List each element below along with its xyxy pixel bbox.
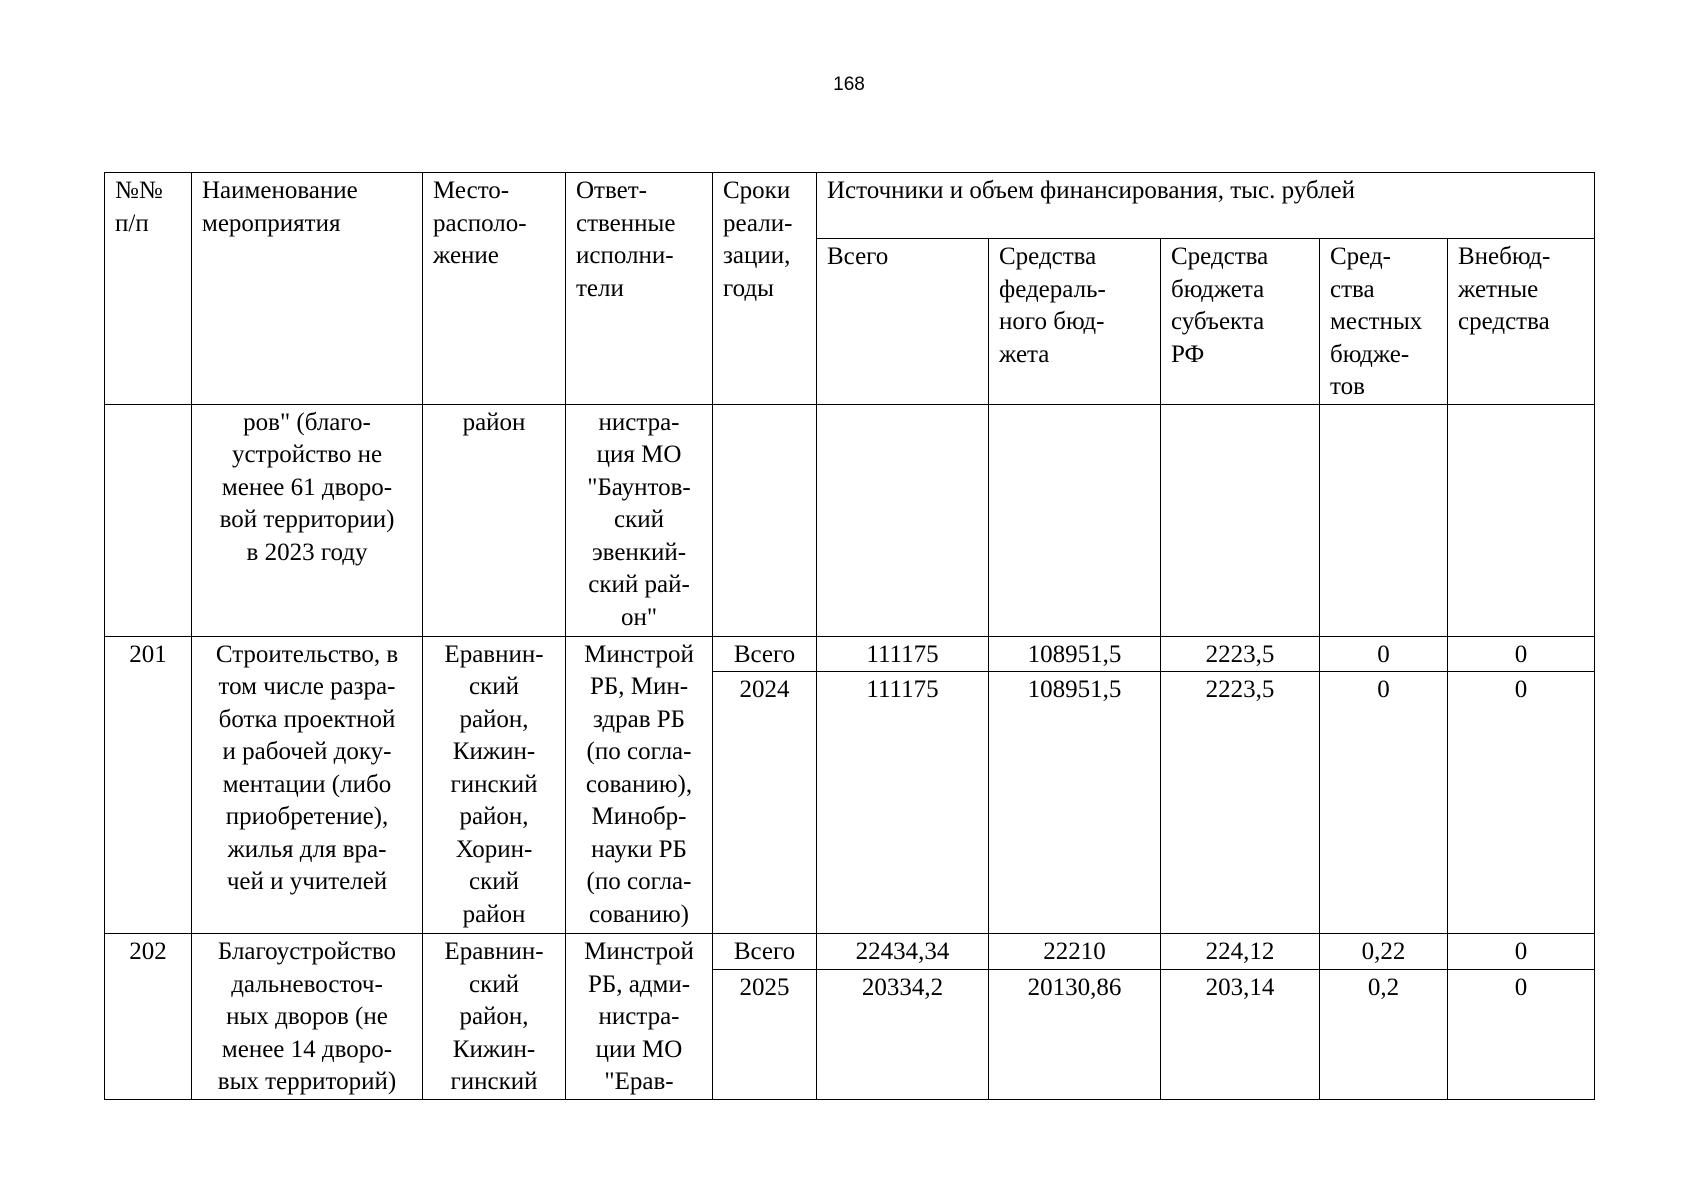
row-num: 202 bbox=[105, 934, 192, 1100]
cont-empty bbox=[1161, 404, 1320, 636]
header-executors: Ответ- ственные исполни- тели bbox=[566, 173, 713, 405]
row-location: Еравнин- ский район, Кижин- гинский район, Хорин- ский район bbox=[423, 636, 566, 934]
header-local: Сред- ства местных бюдже- тов bbox=[1320, 239, 1448, 405]
cont-empty bbox=[713, 404, 817, 636]
header-total: Всего bbox=[817, 239, 989, 405]
row-regional: 203,14 bbox=[1161, 969, 1320, 1099]
table-row bbox=[105, 636, 1595, 672]
header-num: №№ п/п bbox=[105, 173, 192, 405]
row-offbudget: 0 bbox=[1448, 969, 1595, 1099]
cont-name: ров" (благо- устройство не менее 61 дворо- вой территории) в 2023 году bbox=[192, 404, 423, 636]
cont-empty bbox=[817, 404, 989, 636]
row-federal: 20130,86 bbox=[989, 969, 1161, 1099]
cont-empty bbox=[1448, 404, 1595, 636]
row-location: Еравнин- ский район, Кижин- гинский bbox=[423, 934, 566, 1100]
table-row bbox=[105, 404, 1595, 636]
row-total: 111175 bbox=[817, 672, 989, 934]
page-number: 168 bbox=[833, 74, 865, 95]
header-sources: Источники и объем финансирования, тыс. рублей bbox=[817, 173, 1595, 239]
header-name: Наименование мероприятия bbox=[192, 173, 423, 405]
cont-num bbox=[105, 404, 192, 636]
row-term: Всего bbox=[713, 636, 817, 672]
row-term: 2024 bbox=[713, 672, 817, 934]
table-row bbox=[105, 934, 1595, 970]
row-federal: 22210 bbox=[989, 934, 1161, 970]
row-total: 22434,34 bbox=[817, 934, 989, 970]
header-offbudget: Внебюд- жетные средства bbox=[1448, 239, 1595, 405]
row-offbudget: 0 bbox=[1448, 934, 1595, 970]
row-federal: 108951,5 bbox=[989, 636, 1161, 672]
row-total: 111175 bbox=[817, 636, 989, 672]
header-terms: Сроки реали- зации, годы bbox=[713, 173, 817, 405]
header-federal: Средства федераль- ного бюд- жета bbox=[989, 239, 1161, 405]
row-local: 0,22 bbox=[1320, 934, 1448, 970]
row-executors: Минстрой РБ, Мин- здрав РБ (по согла- сованию), Минобр- науки РБ (по согла- сованию) bbox=[566, 636, 713, 934]
row-local: 0 bbox=[1320, 672, 1448, 934]
row-executors: Минстрой РБ, адми- нистра- ции МО "Ерав- bbox=[566, 934, 713, 1100]
cont-executors: нистра- ция МО "Баунтов- ский эвенкий- ский рай- он" bbox=[566, 404, 713, 636]
row-regional: 2223,5 bbox=[1161, 636, 1320, 672]
row-local: 0,2 bbox=[1320, 969, 1448, 1099]
row-num: 201 bbox=[105, 636, 192, 934]
header-location: Место- располо- жение bbox=[423, 173, 566, 405]
cont-empty bbox=[1320, 404, 1448, 636]
row-offbudget: 0 bbox=[1448, 672, 1595, 934]
row-name: Благоустройство дальневосточ- ных дворов (не менее 14 дворо- вых территорий) bbox=[192, 934, 423, 1100]
row-federal: 108951,5 bbox=[989, 672, 1161, 934]
row-regional: 224,12 bbox=[1161, 934, 1320, 970]
row-name: Строительство, в том числе разра- ботка проектной и рабочей доку- ментации (либо приобретение), жилья для вра- чей и учителей bbox=[192, 636, 423, 934]
row-term: 2025 bbox=[713, 969, 817, 1099]
row-regional: 2223,5 bbox=[1161, 672, 1320, 934]
row-offbudget: 0 bbox=[1448, 636, 1595, 672]
header-row bbox=[105, 173, 1595, 239]
row-total: 20334,2 bbox=[817, 969, 989, 1099]
financing-table bbox=[104, 172, 1595, 1100]
cont-location: район bbox=[423, 404, 566, 636]
header-regional: Средства бюджета субъекта РФ bbox=[1161, 239, 1320, 405]
row-term: Всего bbox=[713, 934, 817, 970]
row-local: 0 bbox=[1320, 636, 1448, 672]
cont-empty bbox=[989, 404, 1161, 636]
